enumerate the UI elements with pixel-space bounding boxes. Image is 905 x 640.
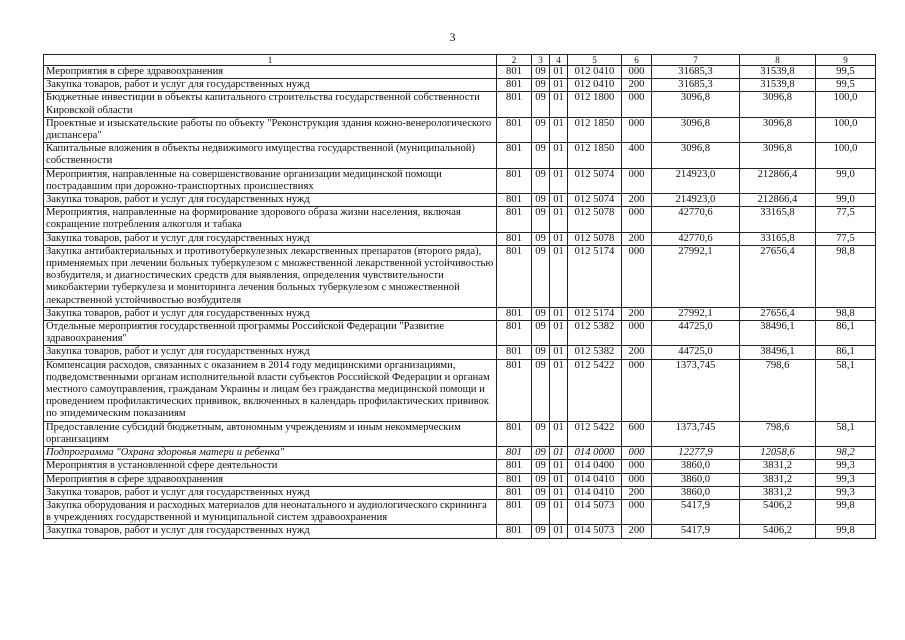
row-code-cell: 012 5422 bbox=[568, 421, 622, 446]
row-code-cell: 801 bbox=[497, 321, 532, 346]
row-value-cell: 99,5 bbox=[816, 79, 876, 92]
row-value-cell: 3831,2 bbox=[740, 473, 816, 486]
row-code-cell: 801 bbox=[497, 447, 532, 460]
row-name-cell: Закупка товаров, работ и услуг для государственных нужд bbox=[44, 232, 497, 245]
row-name-cell: Мероприятия, направленные на формирование здорового образа жизни населения, включая сокращение потребления алкоголя и табака bbox=[44, 207, 497, 232]
row-value-cell: 38496,1 bbox=[740, 321, 816, 346]
row-value-cell: 42770,6 bbox=[652, 232, 740, 245]
row-code-cell: 200 bbox=[622, 194, 652, 207]
row-code-cell: 801 bbox=[497, 66, 532, 79]
row-value-cell: 86,1 bbox=[816, 346, 876, 359]
row-code-cell: 09 bbox=[532, 359, 550, 421]
row-code-cell: 801 bbox=[497, 486, 532, 499]
row-code-cell: 801 bbox=[497, 473, 532, 486]
row-name-cell: Закупка товаров, работ и услуг для государственных нужд bbox=[44, 79, 497, 92]
row-code-cell: 01 bbox=[550, 245, 568, 307]
row-code-cell: 801 bbox=[497, 421, 532, 446]
table-row bbox=[44, 143, 876, 168]
row-code-cell: 012 0410 bbox=[568, 79, 622, 92]
row-code-cell: 09 bbox=[532, 473, 550, 486]
row-value-cell: 5417,9 bbox=[652, 525, 740, 538]
row-value-cell: 99,5 bbox=[816, 66, 876, 79]
table-row bbox=[44, 499, 876, 524]
row-code-cell: 801 bbox=[497, 359, 532, 421]
row-code-cell: 01 bbox=[550, 499, 568, 524]
row-value-cell: 5406,2 bbox=[740, 525, 816, 538]
row-name-cell: Бюджетные инвестиции в объекты капитального строительства государственной собственности Кировской области bbox=[44, 92, 497, 117]
row-code-cell: 000 bbox=[622, 92, 652, 117]
row-value-cell: 99,0 bbox=[816, 194, 876, 207]
row-code-cell: 014 5073 bbox=[568, 499, 622, 524]
row-code-cell: 000 bbox=[622, 245, 652, 307]
row-code-cell: 01 bbox=[550, 525, 568, 538]
row-code-cell: 200 bbox=[622, 346, 652, 359]
row-value-cell: 44725,0 bbox=[652, 346, 740, 359]
table-row bbox=[44, 346, 876, 359]
row-code-cell: 09 bbox=[532, 307, 550, 320]
table-row bbox=[44, 486, 876, 499]
row-value-cell: 3831,2 bbox=[740, 460, 816, 473]
row-value-cell: 99,3 bbox=[816, 486, 876, 499]
row-code-cell: 01 bbox=[550, 486, 568, 499]
row-code-cell: 01 bbox=[550, 321, 568, 346]
row-code-cell: 01 bbox=[550, 207, 568, 232]
row-code-cell: 012 1850 bbox=[568, 117, 622, 142]
row-name-cell: Закупка товаров, работ и услуг для государственных нужд bbox=[44, 486, 497, 499]
row-value-cell: 3096,8 bbox=[740, 92, 816, 117]
row-value-cell: 1373,745 bbox=[652, 359, 740, 421]
row-name-cell: Закупка антибактериальных и противотуберкулезных лекарственных препаратов (второго ряда), применяемых при лечении больных туберкулезом с множественной лекарственной устойчивостью возбудителя, и диагностических средств для выявления, определения чувствительности микобактерии туберкулеза и мониторинга лечения больных туберкулезом с множественной лекарственной устойчивостью возбудителя bbox=[44, 245, 497, 307]
row-value-cell: 99,3 bbox=[816, 473, 876, 486]
row-name-cell: Проектные и изыскательские работы по объекту "Реконструкция здания кожно-венерологического диспансера" bbox=[44, 117, 497, 142]
row-value-cell: 98,8 bbox=[816, 245, 876, 307]
page-number: 3 bbox=[449, 30, 456, 44]
row-value-cell: 33165,8 bbox=[740, 207, 816, 232]
row-code-cell: 801 bbox=[497, 207, 532, 232]
row-code-cell: 09 bbox=[532, 460, 550, 473]
table-row bbox=[44, 79, 876, 92]
column-header: 5 bbox=[568, 55, 622, 66]
table-row bbox=[44, 307, 876, 320]
table-row bbox=[44, 66, 876, 79]
row-value-cell: 99,3 bbox=[816, 460, 876, 473]
row-value-cell: 86,1 bbox=[816, 321, 876, 346]
row-value-cell: 798,6 bbox=[740, 421, 816, 446]
row-code-cell: 000 bbox=[622, 499, 652, 524]
row-value-cell: 42770,6 bbox=[652, 207, 740, 232]
column-header: 1 bbox=[44, 55, 497, 66]
column-header: 4 bbox=[550, 55, 568, 66]
row-value-cell: 12058,6 bbox=[740, 447, 816, 460]
row-code-cell: 801 bbox=[497, 307, 532, 320]
row-code-cell: 09 bbox=[532, 525, 550, 538]
row-code-cell: 09 bbox=[532, 143, 550, 168]
table-row bbox=[44, 232, 876, 245]
row-code-cell: 801 bbox=[497, 499, 532, 524]
row-code-cell: 09 bbox=[532, 232, 550, 245]
row-value-cell: 27656,4 bbox=[740, 307, 816, 320]
row-value-cell: 99,0 bbox=[816, 168, 876, 193]
row-value-cell: 31685,3 bbox=[652, 79, 740, 92]
table-row bbox=[44, 460, 876, 473]
row-value-cell: 100,0 bbox=[816, 117, 876, 142]
table-row bbox=[44, 359, 876, 421]
row-code-cell: 012 1850 bbox=[568, 143, 622, 168]
budget-table bbox=[43, 54, 876, 539]
row-code-cell: 014 0400 bbox=[568, 460, 622, 473]
row-value-cell: 214923,0 bbox=[652, 194, 740, 207]
row-value-cell: 3096,8 bbox=[652, 117, 740, 142]
row-code-cell: 012 0410 bbox=[568, 66, 622, 79]
row-name-cell: Мероприятия, направленные на совершенствование организации медицинской помощи пострадавшим при дорожно-транспортных происшествиях bbox=[44, 168, 497, 193]
table-row bbox=[44, 245, 876, 307]
row-code-cell: 09 bbox=[532, 245, 550, 307]
row-code-cell: 801 bbox=[497, 143, 532, 168]
row-name-cell: Закупка товаров, работ и услуг для государственных нужд bbox=[44, 525, 497, 538]
row-value-cell: 77,5 bbox=[816, 207, 876, 232]
row-value-cell: 3860,0 bbox=[652, 460, 740, 473]
row-code-cell: 01 bbox=[550, 143, 568, 168]
row-code-cell: 014 0410 bbox=[568, 473, 622, 486]
table-row bbox=[44, 421, 876, 446]
row-code-cell: 801 bbox=[497, 232, 532, 245]
row-value-cell: 214923,0 bbox=[652, 168, 740, 193]
row-name-cell: Подпрограмма "Охрана здоровья матери и ребенка" bbox=[44, 447, 497, 460]
row-code-cell: 012 5382 bbox=[568, 321, 622, 346]
row-value-cell: 1373,745 bbox=[652, 421, 740, 446]
row-code-cell: 012 5074 bbox=[568, 194, 622, 207]
row-value-cell: 3860,0 bbox=[652, 473, 740, 486]
row-value-cell: 3096,8 bbox=[652, 143, 740, 168]
row-code-cell: 01 bbox=[550, 117, 568, 142]
row-code-cell: 012 5174 bbox=[568, 307, 622, 320]
row-value-cell: 38496,1 bbox=[740, 346, 816, 359]
row-value-cell: 58,1 bbox=[816, 359, 876, 421]
row-value-cell: 31539,8 bbox=[740, 66, 816, 79]
table-row bbox=[44, 207, 876, 232]
row-code-cell: 200 bbox=[622, 486, 652, 499]
row-code-cell: 000 bbox=[622, 117, 652, 142]
row-code-cell: 012 5078 bbox=[568, 232, 622, 245]
row-code-cell: 01 bbox=[550, 421, 568, 446]
row-value-cell: 100,0 bbox=[816, 92, 876, 117]
row-code-cell: 01 bbox=[550, 460, 568, 473]
row-code-cell: 01 bbox=[550, 79, 568, 92]
row-code-cell: 09 bbox=[532, 499, 550, 524]
row-value-cell: 44725,0 bbox=[652, 321, 740, 346]
row-value-cell: 100,0 bbox=[816, 143, 876, 168]
row-code-cell: 801 bbox=[497, 460, 532, 473]
row-code-cell: 801 bbox=[497, 525, 532, 538]
row-code-cell: 01 bbox=[550, 194, 568, 207]
row-code-cell: 012 5074 bbox=[568, 168, 622, 193]
row-value-cell: 33165,8 bbox=[740, 232, 816, 245]
row-value-cell: 12277,9 bbox=[652, 447, 740, 460]
row-name-cell: Отдельные мероприятия государственной программы Российской Федерации "Развитие здравоохранения" bbox=[44, 321, 497, 346]
row-value-cell: 98,8 bbox=[816, 307, 876, 320]
row-name-cell: Закупка товаров, работ и услуг для государственных нужд bbox=[44, 346, 497, 359]
row-code-cell: 000 bbox=[622, 168, 652, 193]
row-code-cell: 014 5073 bbox=[568, 525, 622, 538]
row-code-cell: 01 bbox=[550, 447, 568, 460]
column-header: 3 bbox=[532, 55, 550, 66]
row-code-cell: 400 bbox=[622, 143, 652, 168]
row-value-cell: 3096,8 bbox=[740, 143, 816, 168]
row-code-cell: 200 bbox=[622, 79, 652, 92]
row-value-cell: 5417,9 bbox=[652, 499, 740, 524]
row-value-cell: 3860,0 bbox=[652, 486, 740, 499]
row-code-cell: 01 bbox=[550, 66, 568, 79]
row-code-cell: 012 5382 bbox=[568, 346, 622, 359]
row-value-cell: 3096,8 bbox=[652, 92, 740, 117]
row-code-cell: 014 0410 bbox=[568, 486, 622, 499]
row-name-cell: Мероприятия в сфере здравоохранения bbox=[44, 66, 497, 79]
row-value-cell: 31539,8 bbox=[740, 79, 816, 92]
row-code-cell: 000 bbox=[622, 66, 652, 79]
row-name-cell: Мероприятия в установленной сфере деятельности bbox=[44, 460, 497, 473]
row-code-cell: 01 bbox=[550, 232, 568, 245]
row-code-cell: 000 bbox=[622, 460, 652, 473]
table-body bbox=[44, 66, 876, 539]
row-code-cell: 09 bbox=[532, 92, 550, 117]
table-row bbox=[44, 447, 876, 460]
row-code-cell: 000 bbox=[622, 321, 652, 346]
row-code-cell: 09 bbox=[532, 117, 550, 142]
row-name-cell: Закупка товаров, работ и услуг для государственных нужд bbox=[44, 194, 497, 207]
row-code-cell: 801 bbox=[497, 92, 532, 117]
column-header: 8 bbox=[740, 55, 816, 66]
row-value-cell: 212866,4 bbox=[740, 168, 816, 193]
row-code-cell: 012 5078 bbox=[568, 207, 622, 232]
table-row bbox=[44, 194, 876, 207]
row-code-cell: 01 bbox=[550, 359, 568, 421]
row-name-cell: Компенсация расходов, связанных с оказанием в 2014 году медицинскими организациями, подведомственными органам исполнительной власти субъектов Российской Федерации и органам местного самоуправления, гражданам Украины и лицам без гражданства медицинской помощи и проведением профилактических прививок, включенных в календарь профилактических прививок по эпидемическим показаниям bbox=[44, 359, 497, 421]
row-code-cell: 801 bbox=[497, 245, 532, 307]
row-name-cell: Капитальные вложения в объекты недвижимого имущества государственной (муниципальной) собственности bbox=[44, 143, 497, 168]
row-code-cell: 01 bbox=[550, 473, 568, 486]
row-value-cell: 798,6 bbox=[740, 359, 816, 421]
row-code-cell: 801 bbox=[497, 79, 532, 92]
row-value-cell: 27656,4 bbox=[740, 245, 816, 307]
row-value-cell: 98,2 bbox=[816, 447, 876, 460]
row-code-cell: 01 bbox=[550, 92, 568, 117]
row-code-cell: 09 bbox=[532, 66, 550, 79]
row-code-cell: 200 bbox=[622, 232, 652, 245]
row-code-cell: 000 bbox=[622, 207, 652, 232]
row-value-cell: 3831,2 bbox=[740, 486, 816, 499]
row-code-cell: 000 bbox=[622, 359, 652, 421]
column-header: 7 bbox=[652, 55, 740, 66]
row-code-cell: 09 bbox=[532, 321, 550, 346]
table-row bbox=[44, 117, 876, 142]
row-code-cell: 014 0000 bbox=[568, 447, 622, 460]
row-code-cell: 09 bbox=[532, 421, 550, 446]
row-code-cell: 01 bbox=[550, 307, 568, 320]
row-value-cell: 5406,2 bbox=[740, 499, 816, 524]
row-value-cell: 77,5 bbox=[816, 232, 876, 245]
row-code-cell: 09 bbox=[532, 447, 550, 460]
row-code-cell: 09 bbox=[532, 168, 550, 193]
row-name-cell: Мероприятия в сфере здравоохранения bbox=[44, 473, 497, 486]
column-header: 2 bbox=[497, 55, 532, 66]
row-name-cell: Закупка оборудования и расходных материалов для неонатального и аудиологического скрининга в учреждениях государственной и муниципальной систем здравоохранения bbox=[44, 499, 497, 524]
row-value-cell: 31685,3 bbox=[652, 66, 740, 79]
row-code-cell: 200 bbox=[622, 307, 652, 320]
row-value-cell: 99,8 bbox=[816, 525, 876, 538]
row-value-cell: 58,1 bbox=[816, 421, 876, 446]
row-code-cell: 09 bbox=[532, 346, 550, 359]
column-header-row bbox=[44, 55, 876, 66]
row-code-cell: 09 bbox=[532, 194, 550, 207]
row-code-cell: 01 bbox=[550, 168, 568, 193]
row-name-cell: Предоставление субсидий бюджетным, автономным учреждениям и иным некоммерческим организациям bbox=[44, 421, 497, 446]
row-value-cell: 27992,1 bbox=[652, 307, 740, 320]
row-code-cell: 200 bbox=[622, 525, 652, 538]
table-row bbox=[44, 321, 876, 346]
row-code-cell: 09 bbox=[532, 79, 550, 92]
row-code-cell: 000 bbox=[622, 473, 652, 486]
row-code-cell: 09 bbox=[532, 207, 550, 232]
row-code-cell: 801 bbox=[497, 346, 532, 359]
row-code-cell: 801 bbox=[497, 117, 532, 142]
row-code-cell: 012 5174 bbox=[568, 245, 622, 307]
row-code-cell: 01 bbox=[550, 346, 568, 359]
row-value-cell: 212866,4 bbox=[740, 194, 816, 207]
row-name-cell: Закупка товаров, работ и услуг для государственных нужд bbox=[44, 307, 497, 320]
row-code-cell: 801 bbox=[497, 194, 532, 207]
row-value-cell: 3096,8 bbox=[740, 117, 816, 142]
column-header: 6 bbox=[622, 55, 652, 66]
row-code-cell: 600 bbox=[622, 421, 652, 446]
row-value-cell: 27992,1 bbox=[652, 245, 740, 307]
table-row bbox=[44, 92, 876, 117]
row-value-cell: 99,8 bbox=[816, 499, 876, 524]
table-row bbox=[44, 473, 876, 486]
row-code-cell: 012 5422 bbox=[568, 359, 622, 421]
row-code-cell: 801 bbox=[497, 168, 532, 193]
row-code-cell: 09 bbox=[532, 486, 550, 499]
row-code-cell: 012 1800 bbox=[568, 92, 622, 117]
table-row bbox=[44, 525, 876, 538]
row-code-cell: 000 bbox=[622, 447, 652, 460]
table-row bbox=[44, 168, 876, 193]
column-header: 9 bbox=[816, 55, 876, 66]
